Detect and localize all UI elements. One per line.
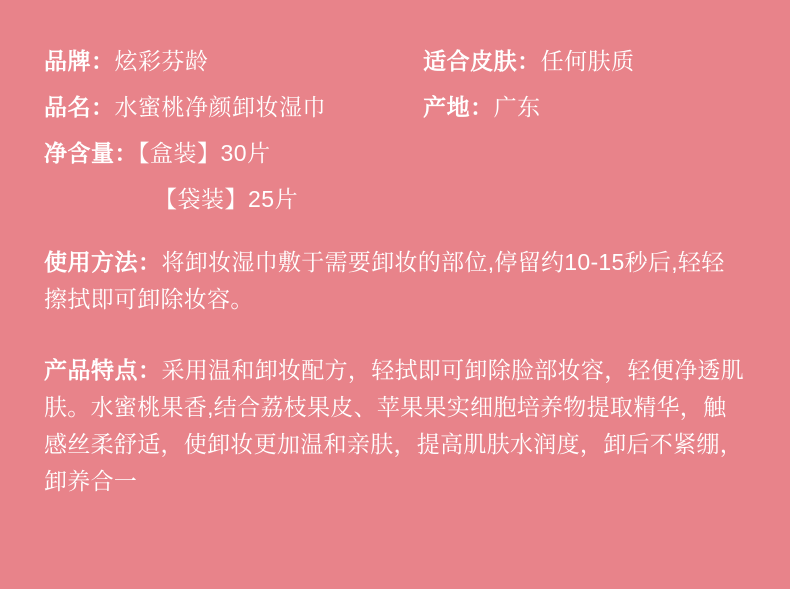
spec-value-product-name: 水蜜桃净颜卸妆湿巾 bbox=[114, 94, 326, 120]
spec-value-brand: 炫彩芬龄 bbox=[114, 48, 209, 74]
spec-cell-origin bbox=[423, 84, 746, 130]
table-row bbox=[44, 130, 746, 176]
spec-label-net-content: 净含量： bbox=[44, 140, 138, 166]
spec-label-skin-type: 适合皮肤： bbox=[423, 48, 541, 74]
spec-label-product-name: 品名： bbox=[44, 94, 115, 120]
spec-value-origin: 广东 bbox=[493, 94, 541, 120]
spec-label-origin: 产地： bbox=[423, 94, 494, 120]
spec-cell-empty bbox=[423, 130, 746, 176]
features-text: 采用温和卸妆配方，轻拭即可卸除脸部妆容，轻便净透肌肤。水蜜桃果香,结合荔枝果皮、苹果果实细胞培养物提取精华，触感丝柔舒适，使卸妆更加温和亲肤，提高肌肤水润度，卸后不紧绷，卸养合一 bbox=[44, 357, 744, 494]
table-row bbox=[44, 176, 746, 222]
table-row bbox=[44, 84, 746, 130]
usage-section bbox=[44, 244, 746, 318]
usage-label: 使用方法： bbox=[44, 249, 162, 275]
spec-cell-net-content-bag bbox=[44, 176, 423, 222]
spec-cell-skin-type bbox=[423, 38, 746, 84]
table-row bbox=[44, 38, 746, 84]
features-section bbox=[44, 352, 746, 500]
features-label: 产品特点： bbox=[44, 357, 162, 383]
specification-table bbox=[44, 38, 746, 222]
usage-text: 将卸妆湿巾敷于需要卸妆的部位,停留约10-15秒后,轻轻擦拭即可卸除妆容。 bbox=[44, 249, 725, 312]
spec-label-brand: 品牌： bbox=[44, 48, 115, 74]
spec-value-net-content-bag: 【袋装】25片 bbox=[154, 186, 299, 212]
spec-cell-net-content bbox=[44, 130, 423, 176]
spec-value-net-content-box: 【盒装】30片 bbox=[138, 140, 271, 166]
spec-cell-empty-2 bbox=[423, 176, 746, 222]
spec-cell-brand bbox=[44, 38, 423, 84]
spec-value-skin-type: 任何肤质 bbox=[540, 48, 635, 74]
spec-cell-product-name bbox=[44, 84, 423, 130]
